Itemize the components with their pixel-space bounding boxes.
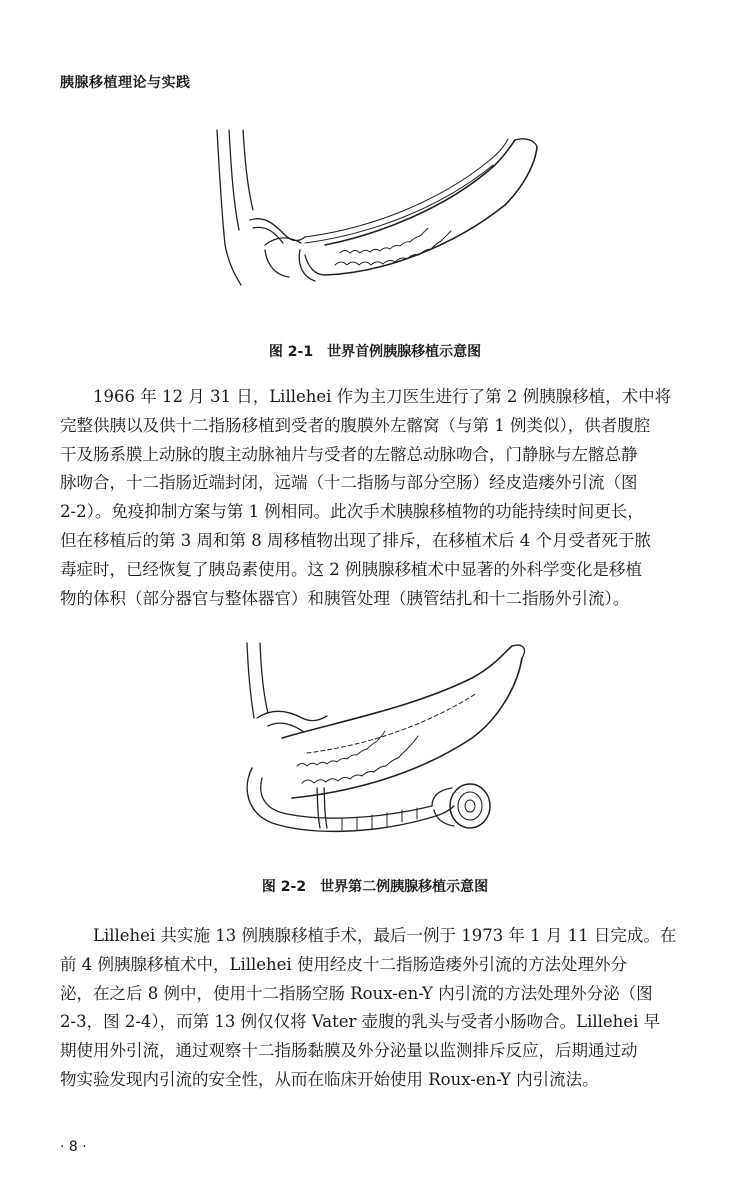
text-line: 物实验发现内引流的安全性，从而在临床开始使用 Roux-en-Y 内引流法。	[60, 1069, 599, 1089]
figure-title: 世界首例胰腺移植示意图	[327, 344, 482, 360]
text-line: 脉吻合，十二指肠近端封闭，远端（十二指肠与部分空肠）经皮造瘘外引流（图	[60, 473, 638, 493]
figure-2-1-illustration	[205, 125, 545, 295]
figure-2-1-caption	[0, 341, 750, 361]
page-number: · 8 ·	[60, 1139, 87, 1155]
text-line: Lillehei 共实施 13 例胰腺移植手术，最后一例于 1973 年 1 月 11 日完成。在	[93, 926, 677, 945]
text-line: 但在移植后的第 3 周和第 8 周移植物出现了排斥，在移植术后 4 个月受者死于脓	[60, 530, 651, 550]
text-line: 2-3，图 2-4），而第 13 例仅仅将 Vater 壶腹的乳头与受者小肠吻合。Lillehei 早	[60, 1012, 661, 1032]
figure-2-2-caption	[0, 876, 750, 896]
text-line: 期使用外引流，通过观察十二指肠黏膜及外分泌量以监测排斥反应，后期通过动	[60, 1041, 638, 1061]
text-line: 前 4 例胰腺移植术中，Lillehei 使用经皮十二指肠造瘘外引流的方法处理外分	[60, 954, 627, 974]
figure-title: 世界第二例胰腺移植示意图	[320, 879, 489, 895]
text-line: 干及肠系膜上动脉的腹主动脉袖片与受者的左髂总动脉吻合，门静脉与左髂总静	[60, 444, 638, 464]
figure-label: 图 2-2	[261, 879, 307, 895]
figure-2-2-illustration	[232, 638, 532, 843]
figure-label: 图 2-1	[268, 344, 314, 360]
text-line: 2-2）。免疫抑制方案与第 1 例相同。此次手术胰腺移植物的功能持续时间更长，	[60, 502, 644, 522]
body-paragraph-2	[60, 922, 692, 1095]
text-line: 完整供胰以及供十二指肠移植到受者的腹膜外左髂窝（与第 1 例类似），供者腹腔	[60, 415, 651, 435]
text-line: 泌，在之后 8 例中，使用十二指肠空肠 Roux-en-Y 内引流的方法处理外分泌（图	[60, 983, 653, 1003]
running-header: 胰腺移植理论与实践	[60, 75, 191, 91]
text-line: 物的体积（部分器官与整体器官）和胰管处理（胰管结扎和十二指肠外引流）。	[60, 588, 630, 608]
body-paragraph-1	[60, 383, 692, 613]
text-line: 毒症时，已经恢复了胰岛素使用。这 2 例胰腺移植术中显著的外科学变化是移植	[60, 559, 642, 579]
text-line: 1966 年 12 月 31 日，Lillehei 作为主刀医生进行了第 2 例胰腺移植，术中将	[93, 387, 672, 406]
